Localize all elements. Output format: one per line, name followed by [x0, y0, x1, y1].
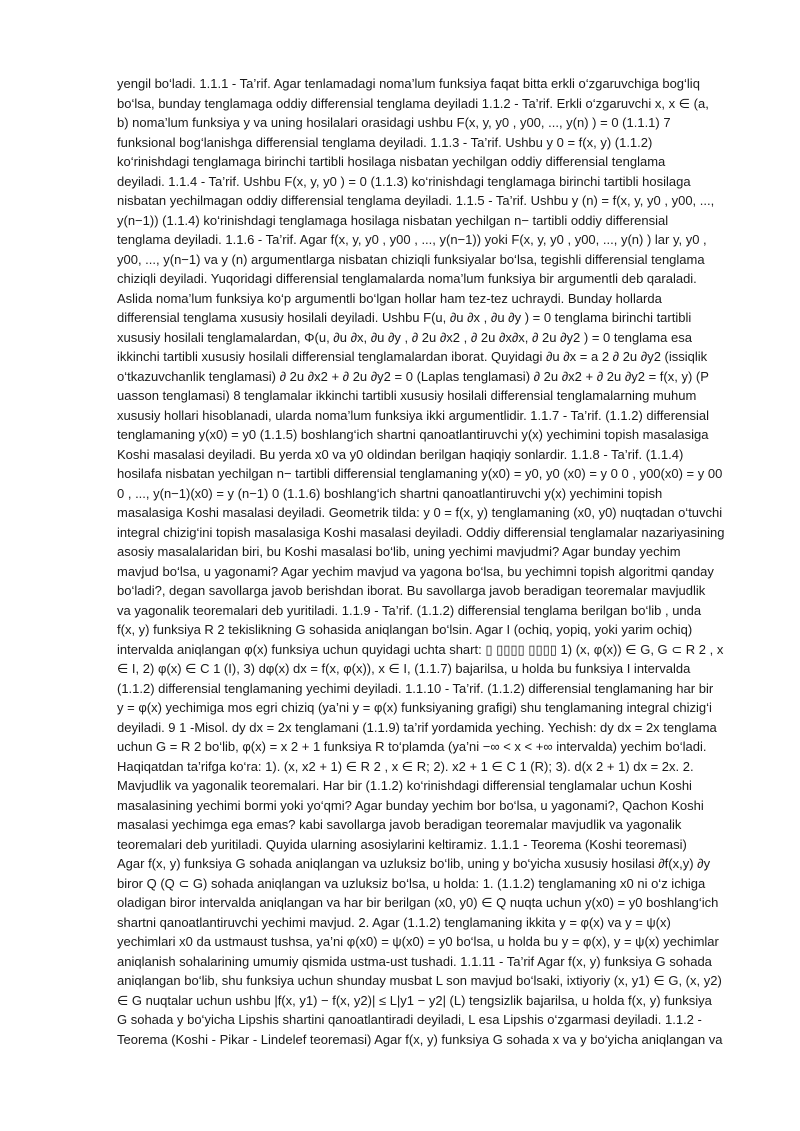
- text-line: aniqlangan bo‘lib, shu funksiya uchun shunday musbat L son mavjud bo‘lsaki, ixtiyoriy (x, y1) ∈ G, (x, y2): [117, 973, 722, 988]
- text-line: masalasining yechimi bormi yoki yo‘qmi? Agar bunday yechim bor bo‘lsa, u yagonami?, Qachon Koshi: [117, 797, 704, 813]
- text-line: Aslida noma’lum funksiya ko‘p argumentli bo‘lgan hollar ham tez-tez uchraydi. Bunday hollarda: [117, 290, 662, 306]
- text-line: deyiladi. 1.1.4 - Ta’rif. Ushbu F(x, y, y0 ) = 0 (1.1.3) ko‘rinishdagi tenglamaga birinchi tartibli hosilaga: [117, 173, 691, 189]
- text-line: masalasiga Koshi masalasi deyiladi. Geometrik tilda: y 0 = f(x, y) tenglamaning (x0, y0) nuqtadan o‘tuvchi: [117, 505, 723, 520]
- text-line: (1.1.2) differensial tenglamaning yechimi deyiladi. 1.1.10 - Ta’rif. (1.1.2) differensial tenglamaning har bir: [117, 680, 714, 696]
- text-line: Haqiqatdan ta’rifga ko‘ra: 1). (x, x2 + 1) ∈ R 2 , x ∈ R; 2). x2 + 1 ∈ C 1 (R); 3). d(x 2 + 1) dx = 2x. 2.: [117, 758, 694, 774]
- text-line: o‘tkazuvchanlik tenglamasi) ∂ 2u ∂x2 + ∂ 2u ∂y2 = 0 (Laplas tenglamasi) ∂ 2u ∂x2 + ∂ 2u ∂y2 = f(x, y) (P: [117, 368, 709, 384]
- text-line: ko‘rinishdagi tenglamaga birinchi tartibli hosilaga nisbatan yechilgan oddiy differensial tenglama: [117, 154, 666, 169]
- text-line: va yagonalik teoremalari deb yuritiladi. 1.1.9 - Ta’rif. (1.1.2) differensial tenglama berilgan bo‘lib , unda: [117, 602, 702, 618]
- text-line: mavjud bo‘lsa, u yagonami? Agar yechim mavjud va yagona bo‘lsa, bu yechimni topish algoritmi qanday: [117, 563, 714, 579]
- text-line: y = φ(x) yechimiga mos egri chiziq (ya’ni y = φ(x) funksiyaning grafigi) shu tenglamaning integral chizig‘i: [117, 700, 712, 715]
- text-line: funksional bog‘lanishga differensial tenglama deyiladi. 1.1.3 - Ta’rif. Ushbu y 0 = f(x, y) (1.1.2): [117, 134, 653, 150]
- text-line: b) noma’lum funksiya y va uning hosilalari orasidagi ushbu F(x, y, y0 , y00, ..., y(n) ) = 0 (1.1.1) 7: [117, 115, 671, 130]
- text-line: shartni qanoatlantiruvchi yechimi mavjud. 2. Agar (1.1.2) tenglamaning ikkita y = φ(x) va y = ψ(x): [117, 914, 671, 930]
- text-line: deyiladi. 9 1 -Misol. dy dx = 2x tenglamani (1.1.9) ta’rif yordamida yeching. Yechish: dy dx = 2x tenglama: [117, 719, 717, 735]
- text-line: uchun G = R 2 bo‘lib, φ(x) = x 2 + 1 funksiya R to‘plamda (ya’ni −∞ < x < +∞ intervalda) yechim bo‘ladi.: [117, 739, 707, 754]
- text-line: Agar f(x, y) funksiya G sohada aniqlangan va uzluksiz bo‘lib, uning y bo‘yicha xususiy hosilasi ∂f(x,y) ∂y: [117, 856, 711, 871]
- text-line: yengil bo‘ladi. 1.1.1 - Ta’rif. Agar tenlamadagi noma’lum funksiya faqat bitta erkli o‘zgaruvchiga bog‘liq: [117, 76, 700, 91]
- text-line: differensial tenglama xususiy hosilali deyiladi. Ushbu F(u, ∂u ∂x , ∂u ∂y ) = 0 tenglama birinchi tartibli: [117, 310, 692, 325]
- body-text: [117, 74, 743, 1049]
- text-line: chiziqli deyiladi. Yuqoridagi differensial tenglamalarda noma’lum funksiya bir argumentli deb qaraladi.: [117, 271, 697, 286]
- text-line: Koshi masalasi deyiladi. Bu yerda x0 va y0 oldindan berilgan haqiqiy sonlardir. 1.1.8 - Ta’rif. (1.1.4): [117, 446, 684, 462]
- text-line: bo‘lsa, bunday tenglamaga oddiy differensial tenglama deyiladi 1.1.2 - Ta’rif. Erkli o‘zgaruvchi x, x ∈ (a,: [117, 95, 709, 111]
- text-line: ∈ G nuqtalar uchun ushbu |f(x, y1) − f(x, y2)| ≤ L|y1 − y2| (L) tengsizlik bajarilsa, u holda f(x, y) funksiya: [117, 992, 712, 1008]
- text-line: y00, ..., y(n−1) va y (n) argumentlarga nisbatan chiziqli funksiyalar bo‘lsa, tegishli differensial tenglama: [117, 251, 705, 267]
- text-line: Teorema (Koshi - Pikar - Lindelef teoremasi) Agar f(x, y) funksiya G sohada x va y bo‘yicha aniqlangan va: [117, 1031, 723, 1047]
- text-line: xususiy hollari hisoblanadi, ularda noma’lum funksiya ikki argumentlidir. 1.1.7 - Ta’rif. (1.1.2) differensial: [117, 407, 710, 423]
- text-line: aniqlanish sohalarining umumiy qismida ustma-ust tushadi. 1.1.11 - Ta’rif Agar f(x, y) funksiya G sohada: [117, 953, 712, 969]
- text-line: yechimlari x0 da ustmaust tushsa, ya’ni φ(x0) = ψ(x0) = y0 bo‘lsa, u holda bu y = φ(x), y = ψ(x) yechimlar: [117, 934, 719, 949]
- text-line: 0 , ..., y(n−1)(x0) = y (n−1) 0 (1.1.6) boshlang‘ich shartni qanoatlantiruvchi y(x) yechimini topish: [117, 485, 663, 501]
- text-line: intervalda aniqlangan φ(x) funksiya uchun quyidagi uchta shart: ▯ ▯▯▯▯ ▯▯▯▯ 1) (x, φ(x)) ∈ G, G ⊂ R 2 , x: [117, 641, 724, 657]
- text-line: hosilafa nisbatan yechilgan n− tartibli differensial tenglamaning y(x0) = y0, y0 (x0) = y 0 0 , y00(x0) = y 00: [117, 466, 723, 481]
- text-line: y(n−1)) (1.1.4) ko‘rinishdagi tenglamaga hosilaga nisbatan yechilgan n− tartibli oddiy differensial: [117, 212, 669, 228]
- text-line: biror Q (Q ⊂ G) sohada aniqlangan va uzluksiz bo‘lsa, u holda: 1. (1.1.2) tenglamaning x0 ni o‘z ichiga: [117, 875, 706, 891]
- text-line: G sohada y bo‘yicha Lipshis shartini qanoatlantiradi deyiladi, L esa Lipshis o‘zgarmasi deyiladi. 1.1.2 -: [117, 1012, 702, 1027]
- text-line: bo‘ladi?, degan savollarga javob berishdan iborat. Bu savollarga javob beradigan teoremalar mavjudlik: [117, 583, 706, 598]
- text-line: Mavjudlik va yagonalik teoremalari. Har bir (1.1.2) ko‘rinishdagi differensial tenglamalar uchun Koshi: [117, 778, 692, 793]
- text-line: xususiy hosilali tenglamalardan, Φ(u, ∂u ∂x, ∂u ∂y , ∂ 2u ∂x2 , ∂ 2u ∂x∂x, ∂ 2u ∂y2 ) = 0 tenglama esa: [117, 329, 692, 345]
- text-line: teoremalari deb yuritiladi. Quyida ularning asosiylarini keltiramiz. 1.1.1 - Teorema (Koshi teoremasi): [117, 836, 687, 852]
- text-line: asosiy masalalaridan biri, bu Koshi masalasi bo‘lib, uning yechimi mavjudmi? Agar bunday yechim: [117, 544, 681, 559]
- text-line: tenglama deyiladi. 1.1.6 - Ta’rif. Agar f(x, y, y0 , y00 , ..., y(n−1)) yoki F(x, y, y0 , y00, ..., y(n) ) lar y, y0 ,: [117, 232, 707, 247]
- text-line: ikkinchi tartibli xususiy hosilali differensial tenglamalardan iborat. Quyidagi ∂u ∂x = a 2 ∂ 2u ∂y2 (issiqlik: [117, 349, 708, 364]
- text-line: tenglamaning y(x0) = y0 (1.1.5) boshlang‘ich shartni qanoatlantiruvchi y(x) yechimini topish masalasiga: [117, 427, 709, 442]
- text-line: nisbatan yechilmagan oddiy differensial tenglama deyiladi. 1.1.5 - Ta’rif. Ushbu y (n) = f(x, y, y0 , y00, ...,: [117, 193, 715, 208]
- text-line: integral chizig‘ini topish masalasiga Koshi masalasi deyiladi. Oddiy differensial tenglamalar nazariyasining: [117, 524, 725, 540]
- text-line: uasson tenglamasi) 8 tenglamalar ikkinchi tartibli xususiy hosilali differensial tenglamalarning muhum: [117, 388, 697, 403]
- text-line: masalasi yechimga ega emas? kabi savollarga javob beradigan teoremalar mavjudlik va yagonalik: [117, 817, 682, 832]
- text-line: ∈ I, 2) φ(x) ∈ C 1 (I), 3) dφ(x) dx = f(x, φ(x)), x ∈ I, (1.1.7) bajarilsa, u holda bu funksiya I intervalda: [117, 661, 691, 676]
- text-line: f(x, y) funksiya R 2 tekislikning G sohasida aniqlangan bo‘lsin. Agar I (ochiq, yopiq, yoki yarim ochiq): [117, 622, 693, 637]
- text-line: oladigan biror intervalda aniqlangan va har bir berilgan (x0, y0) ∈ Q nuqta uchun y(x0) = y0 boshlang‘ich: [117, 895, 719, 910]
